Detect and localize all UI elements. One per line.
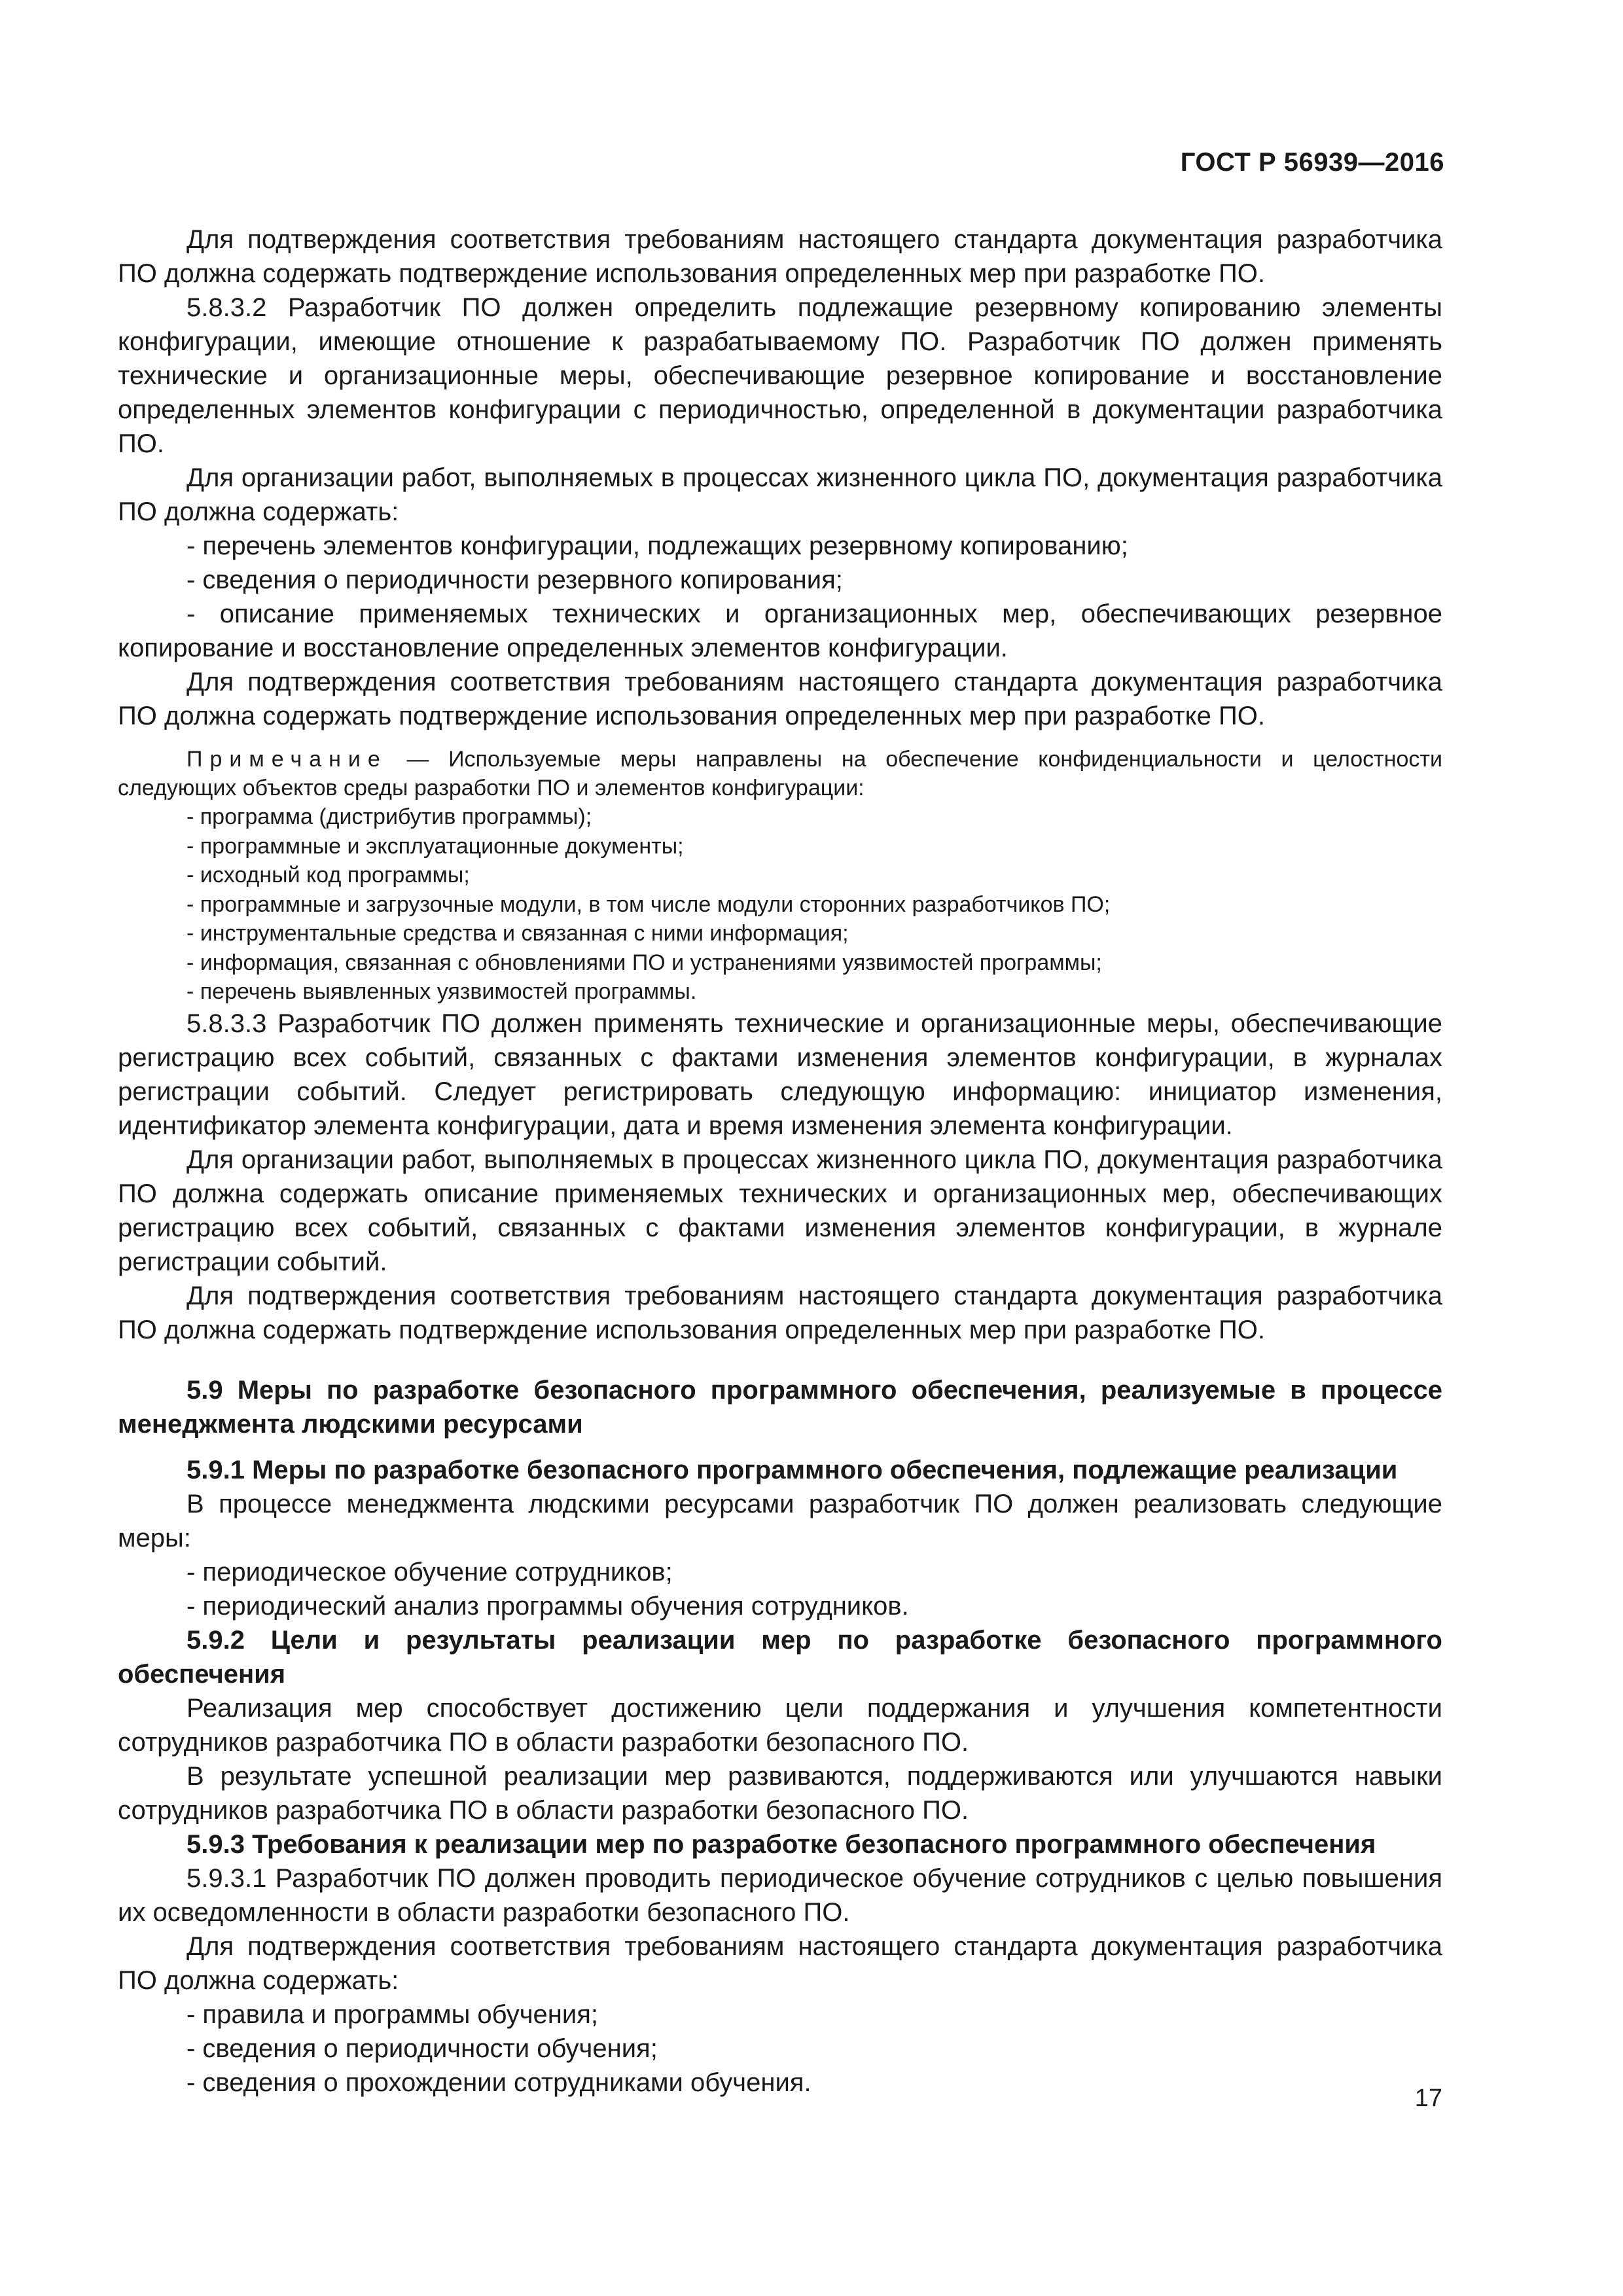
list-item: - перечень элементов конфигурации, подлежащих резервному копированию;	[187, 531, 1128, 560]
list-item: - периодический анализ программы обучения сотрудников.	[187, 1591, 909, 1621]
section-heading-5-9: 5.9 Меры по разработке безопасного программного обеспечения, реализуемые в процессе менеджмента людскими ресурсами	[118, 1375, 1442, 1439]
note-list-item: - программные и эксплуатационные документы;	[187, 833, 684, 859]
note-text: — Используемые меры направлены на обеспечение конфиденциальности и целостности следующих объектов среды разработки ПО и элементов конфигурации:	[118, 747, 1442, 800]
list-item: - сведения о периодичности резервного копирования;	[187, 565, 843, 594]
paragraph: Для подтверждения соответствия требованиям настоящего стандарта документация разработчика ПО должна содержать подтверждение использования определенных мер при разработке ПО.	[118, 1281, 1442, 1344]
note-list-item: - программные и загрузочные модули, в том числе модули сторонних разработчиков ПО;	[187, 891, 1111, 917]
list-item: - описание применяемых технических и организационных мер, обеспечивающих резервное копирование и восстановление определенных элементов конфигурации.	[118, 600, 1442, 662]
note-list-item: - перечень выявленных уязвимостей программы.	[187, 979, 697, 1004]
paragraph: Для подтверждения соответствия требованиям настоящего стандарта документация разработчика ПО должна содержать подтверждение использования определенных мер при разработке ПО.	[118, 668, 1442, 730]
clause-5-8-3-3: 5.8.3.3 Разработчик ПО должен применять технические и организационные меры, обеспечивающие регистрацию всех событий, связанных с фактами изменения элементов конфигурации, в журналах регистрации событий. Следует регистрировать следующую информацию: инициатор изменения, идентификатор элемента конфигурации, дата и время изменения элемента конфигурации.	[118, 1009, 1442, 1140]
document-body	[118, 223, 1442, 2100]
note-list-item: - программа (дистрибутив программы);	[187, 804, 592, 829]
paragraph: Для организации работ, выполняемых в процессах жизненного цикла ПО, документация разработчика ПО должна содержать описание применяемых технических и организационных мер, обеспечивающих регистрацию всех событий, связанных с фактами изменения элементов конфигурации, в журнале регистрации событий.	[118, 1145, 1442, 1276]
list-item: - периодическое обучение сотрудников;	[187, 1557, 673, 1587]
subsection-heading-5-9-2: 5.9.2 Цели и результаты реализации мер по разработке безопасного программного обеспечения	[118, 1625, 1442, 1689]
paragraph: Для подтверждения соответствия требованиям настоящего стандарта документация разработчика ПО должна содержать подтверждение использования определенных мер при разработке ПО.	[118, 225, 1442, 288]
subsection-heading-5-9-1: 5.9.1 Меры по разработке безопасного программного обеспечения, подлежащие реализации	[187, 1455, 1398, 1484]
paragraph: В процессе менеджмента людскими ресурсами разработчик ПО должен реализовать следующие меры:	[118, 1489, 1442, 1552]
standard-code-header: ГОСТ Р 56939—2016	[1180, 148, 1444, 177]
note-list-item: - инструментальные средства и связанная с ними информация;	[187, 921, 849, 946]
paragraph: Для подтверждения соответствия требованиям настоящего стандарта документация разработчика ПО должна содержать:	[118, 1931, 1442, 1995]
list-item: - правила и программы обучения;	[187, 2000, 599, 2029]
paragraph: Для организации работ, выполняемых в процессах жизненного цикла ПО, документация разработчика ПО должна содержать:	[118, 463, 1442, 526]
subsection-heading-5-9-3: 5.9.3 Требования к реализации мер по разработке безопасного программного обеспечения	[187, 1829, 1376, 1859]
clause-5-8-3-2: 5.8.3.2 Разработчик ПО должен определить подлежащие резервному копированию элементы конфигурации, имеющие отношение к разрабатываемому ПО. Разработчик ПО должен применять технические и организационные меры, обеспечивающие резервное копирование и восстановление определенных элементов конфигурации с периодичностью, определенной в документации разработчика ПО.	[118, 293, 1442, 458]
clause-5-9-3-1: 5.9.3.1 Разработчик ПО должен проводить периодическое обучение сотрудников с целью повышения их осведомленности в области разработки безопасного ПО.	[118, 1863, 1442, 1927]
note-list-item: - исходный код программы;	[187, 863, 470, 888]
page-number: 17	[1414, 2085, 1442, 2112]
list-item: - сведения о прохождении сотрудниками обучения.	[187, 2068, 812, 2097]
note	[118, 745, 1442, 802]
note-list-item: - информация, связанная с обновлениями ПО и устранениями уязвимостей программы;	[187, 950, 1102, 975]
list-item: - сведения о периодичности обучения;	[187, 2034, 658, 2063]
paragraph: Реализация мер способствует достижению цели поддержания и улучшения компетентности сотрудников разработчика ПО в области разработки безопасного ПО.	[118, 1693, 1442, 1757]
note-title: Примечание	[187, 747, 387, 772]
paragraph: В результате успешной реализации мер развиваются, поддерживаются или улучшаются навыки сотрудников разработчика ПО в области разработки безопасного ПО.	[118, 1761, 1442, 1825]
